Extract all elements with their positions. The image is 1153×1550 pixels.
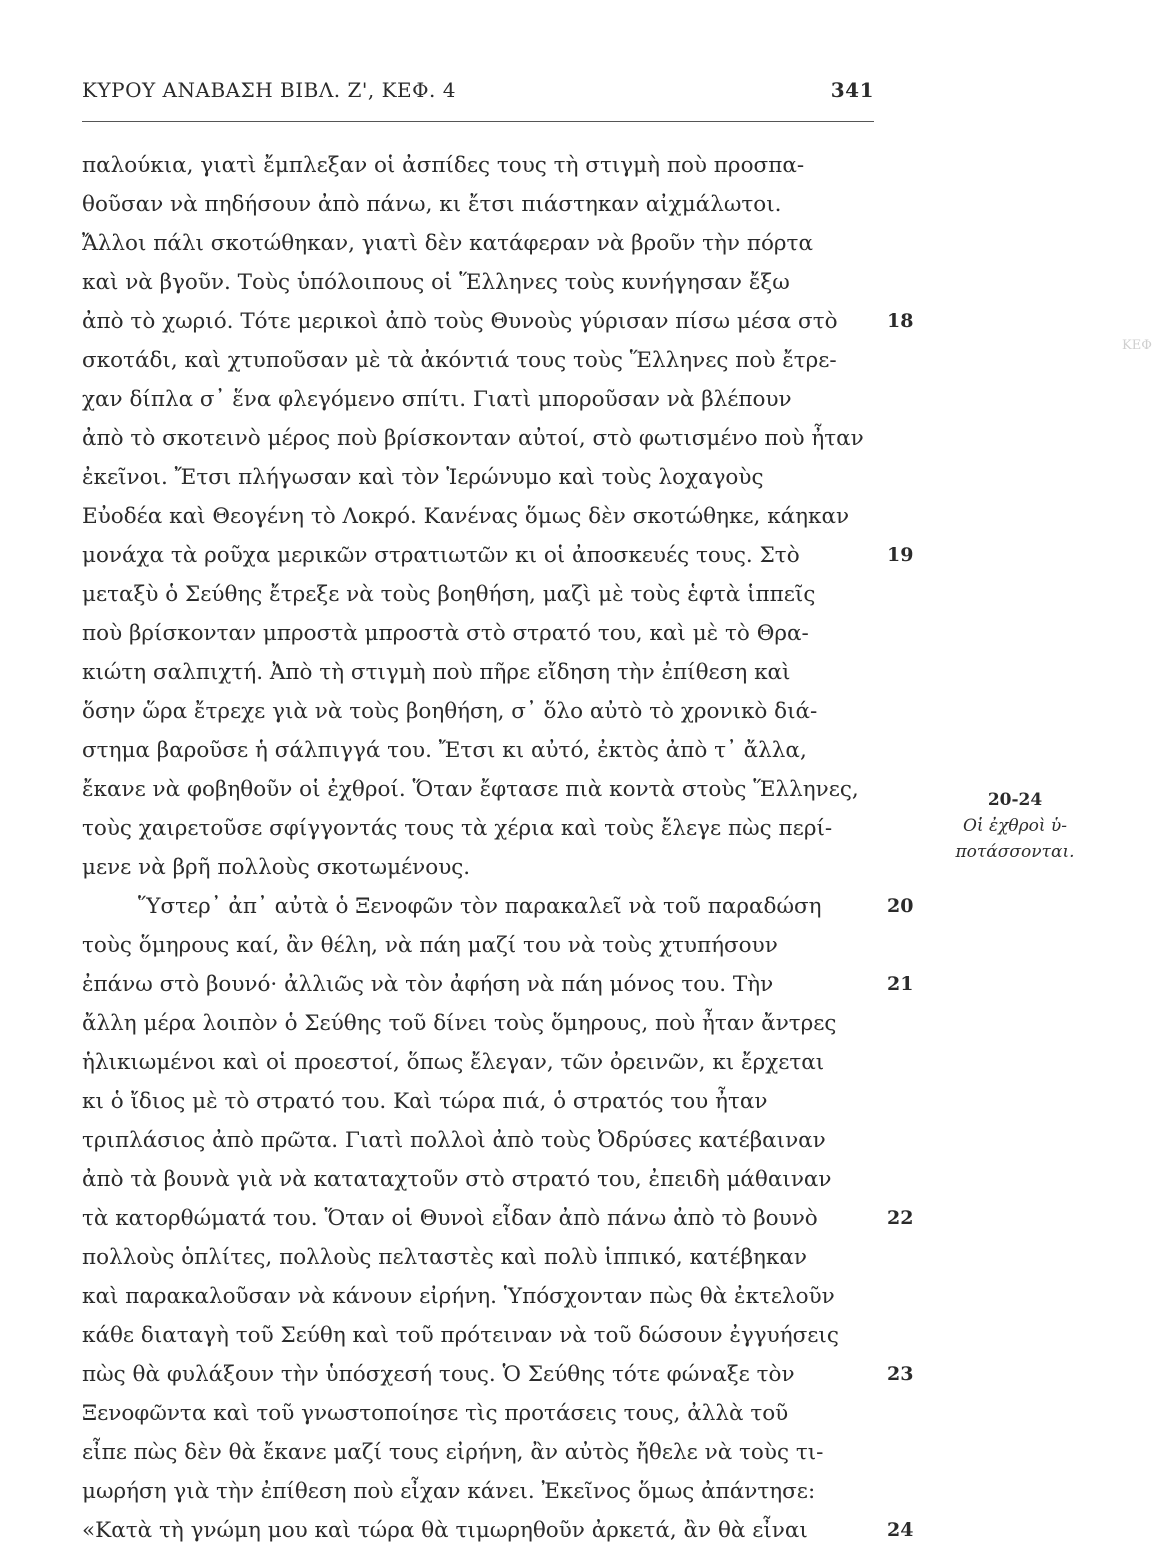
- section-number: 19: [887, 544, 914, 566]
- text-line: [82, 809, 874, 848]
- line-text: ἀπὸ τὰ βουνὰ γιὰ νὰ καταταχτοῦν στὸ στρατό του, ἐπειδὴ μάθαιναν: [82, 1167, 832, 1192]
- text-line: [82, 1004, 874, 1043]
- line-text: ἀπὸ τὸ σκοτεινὸ μέρος ποὺ βρίσκονταν αὐτοί, στὸ φωτισμένο ποὺ ἦταν: [82, 426, 864, 451]
- line-text: σκοτάδι, καὶ χτυποῦσαν μὲ τὰ ἀκόντιά τους τοὺς Ἕλληνες ποὺ ἔτρε-: [82, 348, 837, 373]
- text-line: [82, 1238, 874, 1277]
- text-line: [82, 575, 874, 614]
- margin-note: [940, 787, 1090, 865]
- text-line: [82, 536, 914, 575]
- line-text: ἐπάνω στὸ βουνό· ἀλλιῶς νὰ τὸν ἀφήση νὰ πάη μόνος του. Τὴν: [82, 972, 774, 997]
- text-line: [82, 146, 874, 185]
- text-line: [82, 965, 914, 1004]
- line-text: ἄλλη μέρα λοιπὸν ὁ Σεύθης τοῦ δίνει τοὺς ὅμηρους, ποὺ ἦταν ἄντρες: [82, 1011, 837, 1036]
- text-line: [82, 1121, 874, 1160]
- text-line: [82, 458, 874, 497]
- text-line: [82, 1199, 914, 1238]
- line-text: πὼς θὰ φυλάξουν τὴν ὑπόσχεσή τους. Ὁ Σεύθης τότε φώναξε τὸν: [82, 1362, 795, 1387]
- text-line: [82, 692, 874, 731]
- section-number: 24: [887, 1519, 914, 1541]
- text-line: [82, 1472, 874, 1511]
- line-text: παλούκια, γιατὶ ἔμπλεξαν οἱ ἀσπίδες τους τὴ στιγμὴ ποὺ προσπα-: [82, 153, 805, 178]
- text-line: [82, 1043, 874, 1082]
- text-line: [82, 497, 874, 536]
- text-line: [82, 887, 914, 926]
- line-text: θοῦσαν νὰ πηδήσουν ἀπὸ πάνω, κι ἔτσι πιάστηκαν αἰχμάλωτοι.: [82, 192, 782, 217]
- line-text: τοὺς χαιρετοῦσε σφίγγοντάς τους τὰ χέρια καὶ τοὺς ἔλεγε πὼς περί-: [82, 816, 833, 841]
- line-text: μεταξὺ ὁ Σεύθης ἔτρεξε νὰ τοὺς βοηθήση, μαζὶ μὲ τοὺς ἑφτὰ ἱππεῖς: [82, 582, 816, 607]
- section-number: 18: [887, 310, 914, 332]
- line-text: καὶ παρακαλοῦσαν νὰ κάνουν εἰρήνη. Ὑπόσχονταν πὼς θὰ ἐκτελοῦν: [82, 1284, 835, 1309]
- text-line: [82, 1433, 874, 1472]
- section-number: 21: [887, 973, 914, 995]
- text-line: [82, 770, 874, 809]
- text-line: [82, 1394, 874, 1433]
- text-line: [82, 1082, 874, 1121]
- section-number: 20: [887, 895, 914, 917]
- line-text: τοὺς ὅμηρους καί, ἂν θέλη, νὰ πάη μαζί του νὰ τοὺς χτυπήσουν: [82, 933, 778, 958]
- line-text: ἐκεῖνοι. Ἔτσι πλήγωσαν καὶ τὸν Ἱερώνυμο καὶ τοὺς λοχαγοὺς: [82, 465, 764, 490]
- line-text: ἡλικιωμένοι καὶ οἱ προεστοί, ὅπως ἔλεγαν, τῶν ὀρεινῶν, κι ἔρχεται: [82, 1050, 825, 1075]
- text-line: [82, 419, 874, 458]
- text-line: [82, 926, 874, 965]
- line-text: τριπλάσιος ἀπὸ πρῶτα. Γιατὶ πολλοὶ ἀπὸ τοὺς Ὀδρύσες κατέβαιναν: [82, 1128, 826, 1153]
- text-line: [82, 185, 874, 224]
- line-text: Ξενοφῶντα καὶ τοῦ γνωστοποίησε τὶς προτάσεις τους, ἀλλὰ τοῦ: [82, 1401, 789, 1426]
- bleed-through-mark: ΚΕΦ: [1122, 338, 1152, 353]
- line-text: Ὕστερ᾽ ἀπ᾽ αὐτὰ ὁ Ξενοφῶν τὸν παρακαλεῖ νὰ τοῦ παραδώση: [138, 894, 822, 919]
- line-text: ποὺ βρίσκονταν μπροστὰ μπροστὰ στὸ στρατό του, καὶ μὲ τὸ Θρα-: [82, 621, 809, 646]
- text-line: [82, 848, 874, 887]
- body-text: [82, 146, 914, 1550]
- text-line: [82, 1511, 914, 1550]
- text-line: [82, 1160, 874, 1199]
- text-line: [82, 731, 874, 770]
- line-text: κι ὁ ἴδιος μὲ τὸ στρατό του. Καὶ τώρα πιά, ὁ στρατός του ἦταν: [82, 1089, 768, 1114]
- text-line: [82, 302, 914, 341]
- line-text: πολλοὺς ὁπλίτες, πολλοὺς πελταστὲς καὶ πολὺ ἱππικό, κατέβηκαν: [82, 1245, 807, 1270]
- line-text: κάθε διαταγὴ τοῦ Σεύθη καὶ τοῦ πρότειναν νὰ τοῦ δώσουν ἐγγυήσεις: [82, 1323, 839, 1348]
- line-text: μενε νὰ βρῆ πολλοὺς σκοτωμένους.: [82, 855, 471, 880]
- running-title: ΚΥΡΟΥ ΑΝΑΒΑΣΗ ΒΙΒΛ. Ζ', ΚΕΦ. 4: [82, 78, 456, 102]
- line-text: «Κατὰ τὴ γνώμη μου καὶ τώρα θὰ τιμωρηθοῦν ἀρκετά, ἂν θὰ εἶναι: [82, 1518, 808, 1543]
- running-head: [82, 78, 874, 108]
- text-line: [82, 1277, 874, 1316]
- margin-note-range: 20-24: [987, 790, 1043, 810]
- line-text: Εὐοδέα καὶ Θεογένη τὸ Λοκρό. Κανένας ὅμως δὲν σκοτώθηκε, κάηκαν: [82, 504, 850, 529]
- text-line: [82, 224, 874, 263]
- line-text: ἀπὸ τὸ χωριό. Τότε μερικοὶ ἀπὸ τοὺς Θυνοὺς γύρισαν πίσω μέσα στὸ: [82, 309, 838, 334]
- page-number: 341: [830, 78, 874, 102]
- line-text: στημα βαροῦσε ἡ σάλπιγγά του. Ἔτσι κι αὐτό, ἐκτὸς ἀπὸ τ᾽ ἄλλα,: [82, 738, 807, 763]
- text-line: [82, 263, 874, 302]
- line-text: τὰ κατορθώματά του. Ὅταν οἱ Θυνοὶ εἶδαν ἀπὸ πάνω ἀπὸ τὸ βουνὸ: [82, 1206, 818, 1231]
- text-line: [82, 1316, 874, 1355]
- margin-note-line-1: Οἱ ἐχθροὶ ὑ-: [962, 816, 1068, 836]
- text-line: [82, 1355, 914, 1394]
- text-line: [82, 653, 874, 692]
- line-text: Ἄλλοι πάλι σκοτώθηκαν, γιατὶ δὲν κατάφεραν νὰ βροῦν τὴν πόρτα: [82, 231, 813, 256]
- section-number: 22: [887, 1207, 914, 1229]
- line-text: ὅσην ὥρα ἔτρεχε γιὰ νὰ τοὺς βοηθήση, σ᾽ ὅλο αὐτὸ τὸ χρονικὸ διά-: [82, 699, 818, 724]
- header-rule: [82, 121, 874, 122]
- section-number: 23: [887, 1363, 914, 1385]
- text-line: [82, 614, 874, 653]
- line-text: ἔκανε νὰ φοβηθοῦν οἱ ἐχθροί. Ὅταν ἔφτασε πιὰ κοντὰ στοὺς Ἕλληνες,: [82, 777, 859, 802]
- line-text: καὶ νὰ βγοῦν. Τοὺς ὑπόλοιπους οἱ Ἕλληνες τοὺς κυνήγησαν ἔξω: [82, 270, 790, 295]
- margin-note-line-2: ποτάσσονται.: [955, 842, 1075, 862]
- line-text: εἶπε πὼς δὲν θὰ ἔκανε μαζί τους εἰρήνη, ἂν αὐτὸς ἤθελε νὰ τοὺς τι-: [82, 1440, 824, 1465]
- line-text: μωρήση γιὰ τὴν ἐπίθεση ποὺ εἶχαν κάνει. Ἐκεῖνος ὅμως ἀπάντησε:: [82, 1479, 816, 1504]
- text-line: [82, 380, 874, 419]
- line-text: κιώτη σαλπιχτή. Ἀπὸ τὴ στιγμὴ ποὺ πῆρε εἴδηση τὴν ἐπίθεση καὶ: [82, 660, 791, 685]
- line-text: μονάχα τὰ ροῦχα μερικῶν στρατιωτῶν κι οἱ ἀποσκευές τους. Στὸ: [82, 543, 800, 568]
- line-text: χαν δίπλα σ᾽ ἕνα φλεγόμενο σπίτι. Γιατὶ μποροῦσαν νὰ βλέπουν: [82, 387, 792, 412]
- text-line: [82, 341, 874, 380]
